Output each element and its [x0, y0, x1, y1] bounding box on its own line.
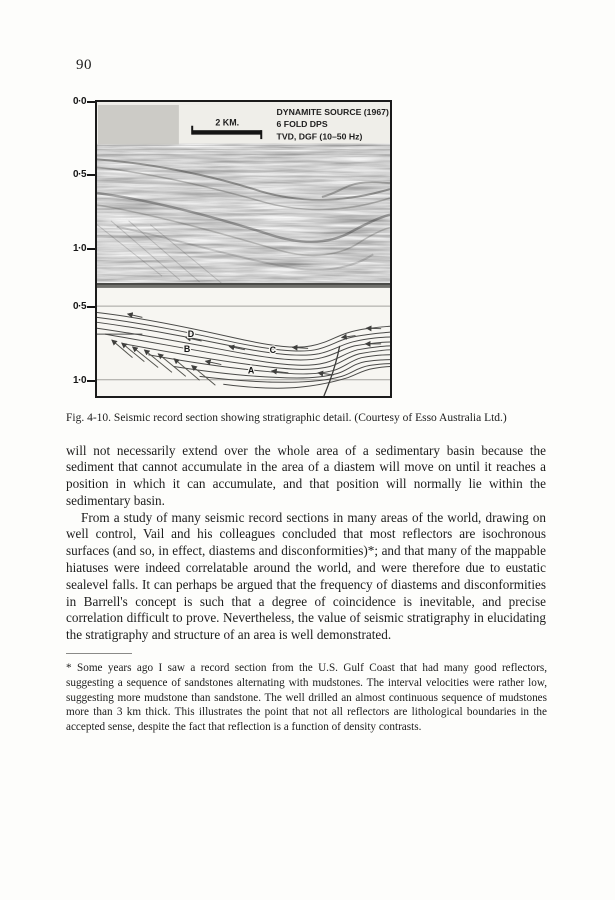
figure-caption: Fig. 4-10. Seismic record section showing stratigraphic detail. (Courtesy of Esso Australia Ltd.)	[66, 412, 507, 424]
paragraph: From a study of many seismic record sections in many areas of the world, drawing on well control, Vail and his colleagues concluded that most reflectors are isochronous surfaces (and so, in effect, diastems and disconformities)*; and that many of the mappable hiatuses were indeed correlatable around the world, and were therefore due to eustatic sealevel falls. It can perhaps be argued that the frequency of diastems and disconformities in Barrell's concept is such that a degree of coincidence is inevitable, and precise correlation difficult to prove. Nevertheless, the value of seismic stratigraphy in elucidating the stratigraphy and structure of an area is well demonstrated.	[66, 509, 546, 643]
axis-tick-label: 0·5	[73, 169, 86, 180]
page-number: 90	[76, 57, 92, 73]
panel-divider-edge	[97, 283, 390, 285]
two-way-time-axis	[66, 96, 95, 398]
figure-4-10	[66, 96, 547, 426]
horizon-label-c: C	[269, 344, 277, 355]
horizon-label-a: A	[247, 365, 255, 376]
axis-tick-label: 0·5	[73, 301, 86, 312]
acquisition-note-line: DYNAMITE SOURCE (1967)	[276, 106, 389, 117]
axis-tick-label: 0·0	[73, 96, 86, 107]
axis-tick-mark	[87, 380, 95, 382]
axis-tick-mark	[87, 306, 95, 308]
seismic-texture	[97, 102, 390, 283]
reflector-lines	[97, 312, 390, 388]
scale-bar-label: 2 KM.	[215, 117, 240, 128]
onlap-fan-arrows	[112, 340, 216, 385]
horizon-label-d: D	[187, 329, 195, 340]
figure-panels-wrap	[66, 96, 547, 398]
footnote-text: * Some years ago I saw a record section from the U.S. Gulf Coast that had many good reflectors, suggesting a sequence of sandstones alternating with mudstones. The interval velocities were rather low, suggesting more mudstone than sandstone. The well drilled an almost continuous sequence of mudstones more than 3 km thick. This illustrates the point that not all reflectors are lithological boundaries in the accepted sense, despite the fact that reflection is a function of density contrasts.	[66, 662, 547, 734]
acquisition-note-line: 6 FOLD DPS	[276, 119, 328, 130]
axis-tick-mark	[87, 248, 95, 250]
body-text	[66, 443, 546, 645]
footnote-separator-rule	[66, 653, 132, 654]
axis-tick-label: 1·0	[73, 243, 86, 254]
axis-tick-mark	[87, 101, 95, 103]
figure-frame	[95, 100, 392, 398]
seismic-image-panel	[97, 102, 390, 283]
paragraph: will not necessarily extend over the whole area of a sedimentary basin because the sediment that cannot accumulate in the area of a diastem will move on until it reaches a position in which it can accumulate, and that position will normally lie within the sedimentary basin.	[66, 442, 546, 508]
axis-tick-label: 1·0	[73, 375, 86, 386]
axis-tick-mark	[87, 174, 95, 176]
interpretation-panel	[97, 283, 390, 396]
horizon-label-b: B	[183, 343, 191, 354]
gray-patch	[98, 105, 179, 145]
acquisition-note-line: TVD, DGF (10–50 Hz)	[276, 131, 363, 142]
line-drawing	[97, 283, 390, 396]
